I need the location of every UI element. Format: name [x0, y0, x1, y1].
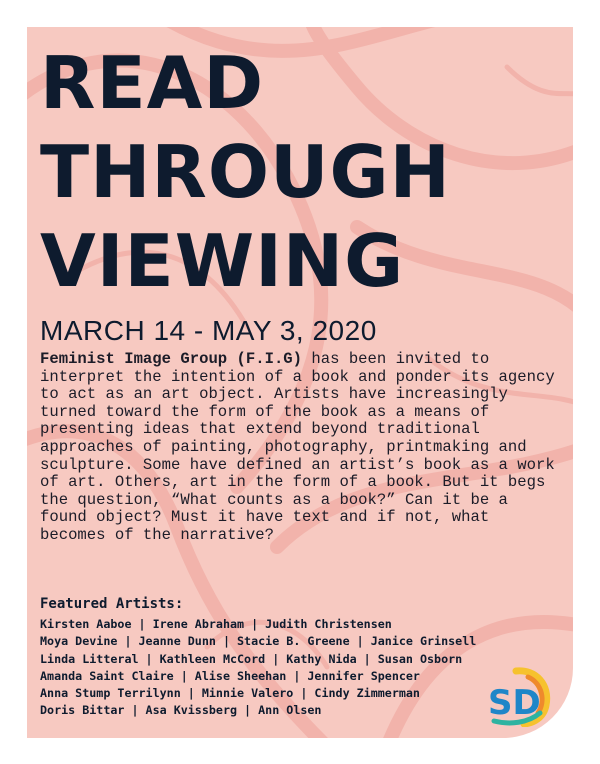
title-through: THROUGH	[40, 130, 451, 214]
artist-line: Doris Bittar | Asa Kvissberg | Ann Olsen	[40, 703, 322, 718]
artist-list	[40, 616, 560, 720]
logo-text: SD	[488, 683, 541, 723]
description	[40, 351, 555, 545]
poster-card	[27, 27, 573, 738]
event-dates: MARCH 14 - MAY 3, 2020	[40, 315, 377, 346]
artist-line: Kirsten Aaboe | Irene Abraham | Judith Christensen	[40, 617, 392, 631]
artist-line: Linda Litteral | Kathleen McCord | Kathy Nida | Susan Osborn	[40, 651, 463, 666]
artist-line: Amanda Saint Claire | Alise Sheehan | Jennifer Spencer	[40, 668, 420, 683]
description-lead: Feminist Image Group (F.I.G)	[40, 350, 303, 368]
title-read: READ	[40, 41, 265, 125]
artist-line: Moya Devine | Jeanne Dunn | Stacie B. Greene | Janice Grinsell	[40, 634, 477, 649]
title-viewing: VIEWING	[40, 219, 405, 303]
artist-line: Anna Stump Terrilynn | Minnie Valero | Cindy Zimmerman	[40, 686, 420, 701]
featured-artists-heading: Featured Artists:	[40, 596, 184, 612]
description-body: has been invited to interpret the intention of a book and ponder its agency to act as an art object. Artists have increasingly turned toward the form of the book as a means of presenting ideas that extend beyond traditional approaches of painting, photography, printmaking and sculpture. Some have defined an artist’s book as a work of art. Others, art in the form of a book. But it begs the question, “What counts as a book?” Can it be a found object? Must it have text and if not, what becomes of the narrative?	[40, 350, 555, 544]
sd-logo	[484, 667, 554, 727]
